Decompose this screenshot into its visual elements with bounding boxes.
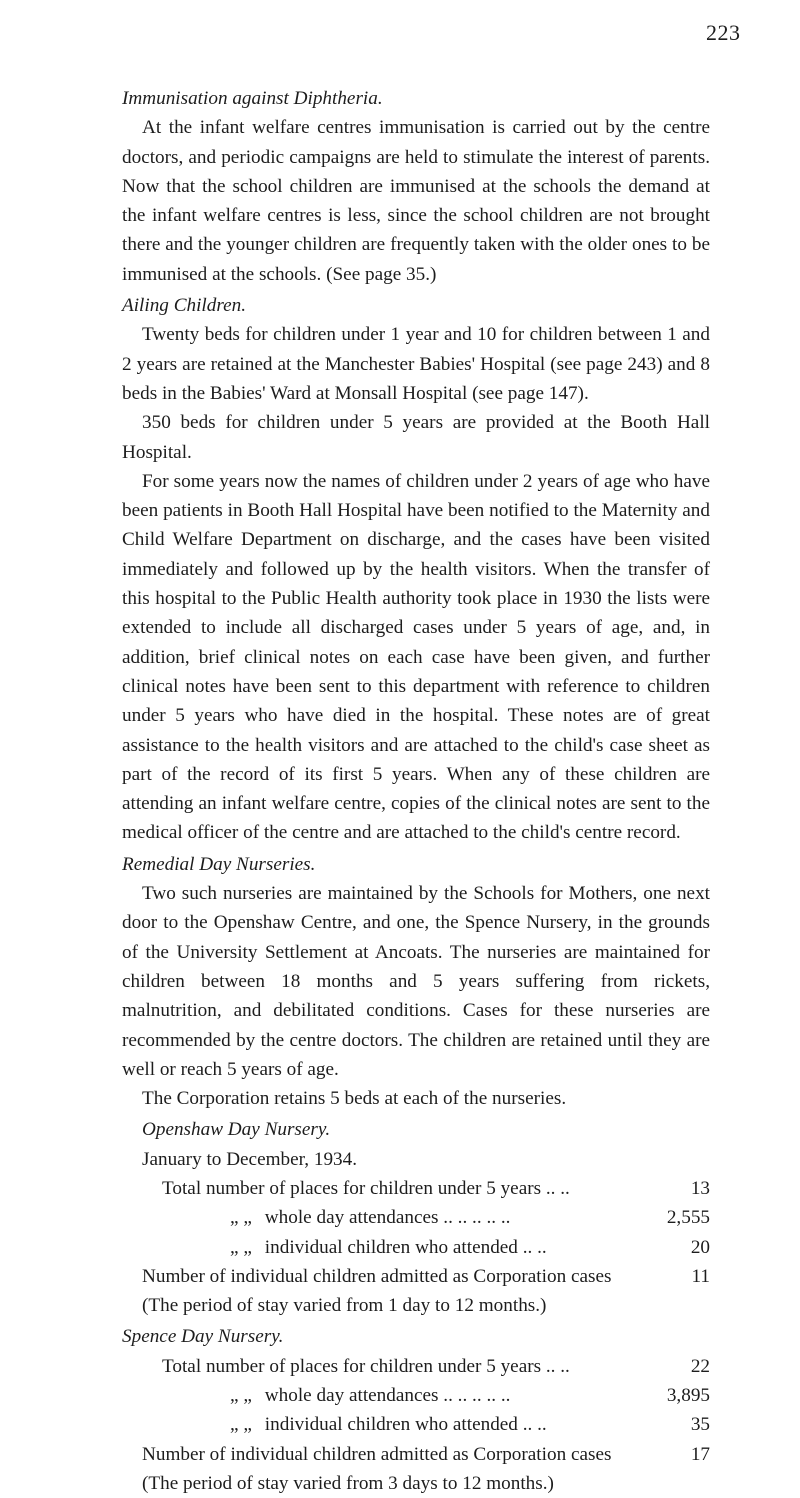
stat-label: Number of individual children admitted as Corporation cases bbox=[142, 1265, 612, 1287]
stat-value: 35 bbox=[690, 1414, 710, 1436]
stat-value: 17 bbox=[690, 1443, 710, 1465]
paragraph-booth-hall-notes: For some years now the names of children under 2 years of age who have been patients in Booth Hall Hospital have been notified to the Maternity and Child Welfare Department on discharge, and the cases have been visited immediately and followed up by the health visitors. When the transfer of this hospital to the Public Health authority took place in 1930 the lists were extended to include all discharged cases under 5 years of age, and, in addition, brief clinical notes on each case have been given, and further clinical notes have been sent to this department with reference to children under 5 years who have died in the hospital. These notes are of great assistance to the health visitors and are attached to the child's case sheet as part of the record of its first 5 years. When any of these children are attending an infant welfare centre, copies of the clinical notes are sent to the medical officer of the centre and are attached to the child's centre record. bbox=[122, 470, 710, 844]
stat-value: 20 bbox=[690, 1236, 710, 1258]
openshaw-stay-note: (The period of stay varied from 1 day to 12 months.) bbox=[142, 1295, 547, 1317]
section-heading-openshaw: Openshaw Day Nursery. bbox=[142, 1119, 331, 1141]
spence-stay-note: (The period of stay varied from 3 days to 12 months.) bbox=[142, 1472, 554, 1494]
ditto-marks: „ „ bbox=[230, 1236, 252, 1258]
stat-value: 22 bbox=[690, 1355, 710, 1377]
ditto-marks: „ „ bbox=[230, 1414, 252, 1436]
section-heading-immunisation: Immunisation against Diphtheria. bbox=[122, 88, 383, 109]
stat-value: 13 bbox=[690, 1177, 710, 1199]
ditto-marks: „ „ bbox=[230, 1385, 252, 1407]
stat-value: 11 bbox=[691, 1265, 710, 1287]
stat-label: places for children under 5 years .. .. bbox=[290, 1177, 570, 1199]
openshaw-stat-row bbox=[122, 1174, 710, 1203]
section-heading-remedial-nurseries: Remedial Day Nurseries. bbox=[122, 853, 316, 875]
stat-label: individual children who attended .. .. bbox=[264, 1414, 547, 1436]
section-heading-spence: Spence Day Nursery. bbox=[122, 1326, 284, 1348]
openshaw-stat-row bbox=[122, 1262, 710, 1291]
paragraph-ailing-beds: Twenty beds for children under 1 year and 10 for children between 1 and 2 years are retained at the Manchester Babies' Hospital (see page 243) and 8 beds in the Babies' Ward at Monsall Hospital (see page 147). bbox=[122, 324, 710, 404]
document-body bbox=[122, 82, 710, 1498]
stat-value: 3,895 bbox=[666, 1385, 710, 1407]
openshaw-period: January to December, 1934. bbox=[142, 1148, 358, 1170]
stat-label: Number of individual children admitted as Corporation cases bbox=[142, 1443, 612, 1465]
paragraph-corporation-beds: The Corporation retains 5 beds at each of the nurseries. bbox=[142, 1088, 567, 1110]
paragraph-remedial-nurseries: Two such nurseries are maintained by the Schools for Mothers, one next door to the Openshaw Centre, and one, the Spence Nursery, in the grounds of the University Settlement at Ancoats. The nurseries are maintained for children between 18 months and 5 years suffering from rickets, malnutrition, and debilitated conditions. Cases for these nurseries are recommended by the centre doctors. The children are retained until they are well or reach 5 years of age. bbox=[122, 883, 710, 1080]
page-number: 223 bbox=[706, 20, 741, 45]
stat-label: whole day attendances .. .. .. .. .. bbox=[264, 1207, 511, 1229]
spence-stat-row bbox=[122, 1381, 710, 1410]
paragraph-booth-hall-beds: 350 beds for children under 5 years are provided at the Booth Hall Hospital. bbox=[122, 412, 710, 463]
spence-stat-row bbox=[122, 1352, 710, 1381]
spence-stat-row bbox=[122, 1440, 710, 1469]
stat-value: 2,555 bbox=[666, 1207, 710, 1229]
stat-label: individual children who attended .. .. bbox=[264, 1236, 547, 1258]
stat-label: whole day attendances .. .. .. .. .. bbox=[264, 1385, 511, 1407]
stat-prefix: Total number of bbox=[162, 1355, 286, 1377]
openshaw-stat-row bbox=[122, 1233, 710, 1262]
stat-prefix: Total number of bbox=[162, 1177, 286, 1199]
ditto-marks: „ „ bbox=[230, 1207, 252, 1229]
stat-label: places for children under 5 years .. .. bbox=[290, 1355, 570, 1377]
paragraph-immunisation: At the infant welfare centres immunisation is carried out by the centre doctors, and periodic campaigns are held to stimulate the interest of parents. Now that the school children are immunised at the schools the demand at the infant welfare centres is less, since the school children are not brought there and the younger children are frequently taken with the older ones to be immunised at the schools. (See page 35.) bbox=[122, 117, 710, 285]
section-heading-ailing-children: Ailing Children. bbox=[122, 295, 247, 317]
openshaw-stat-row bbox=[122, 1203, 710, 1232]
spence-stat-row bbox=[122, 1410, 710, 1439]
